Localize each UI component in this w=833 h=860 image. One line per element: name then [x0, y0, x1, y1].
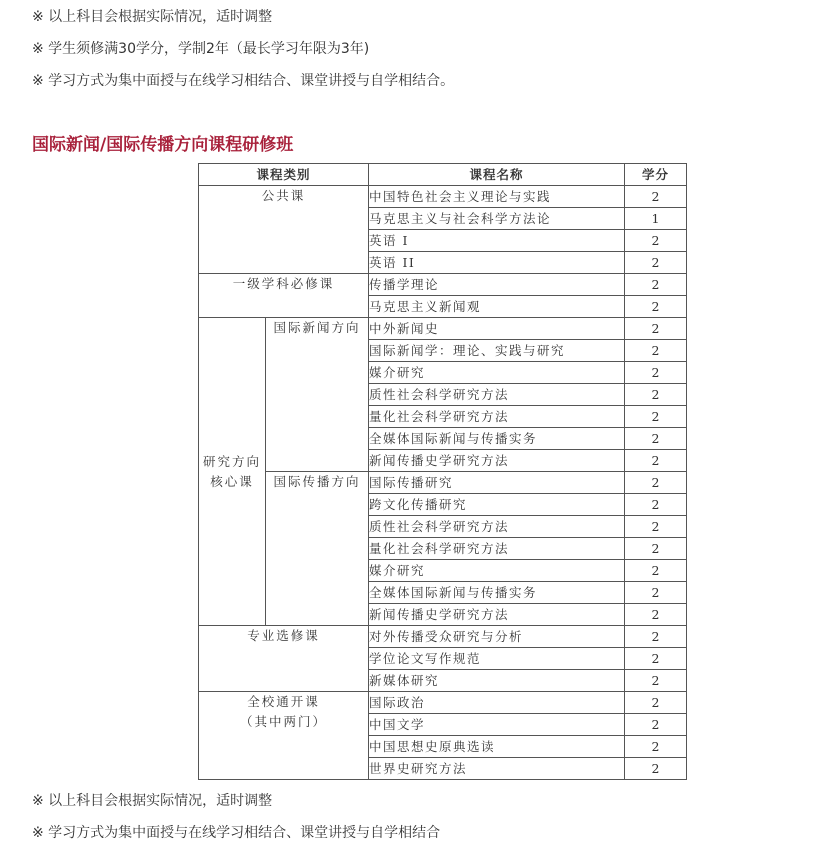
- top-note-3: ※ 学习方式为集中面授与在线学习相结合、课堂讲授与自学相结合。: [32, 73, 455, 89]
- course-name: 中国文学: [369, 714, 625, 736]
- course-credit: 2: [625, 340, 687, 362]
- course-credit: 2: [625, 428, 687, 450]
- course-credit: 2: [625, 450, 687, 472]
- table-header-row: [199, 164, 687, 186]
- course-credit: 2: [625, 274, 687, 296]
- course-table: [198, 163, 687, 780]
- course-name: 世界史研究方法: [369, 758, 625, 780]
- course-credit: 2: [625, 362, 687, 384]
- header-category: 课程类别: [199, 164, 369, 186]
- course-name: 新闻传播史学研究方法: [369, 450, 625, 472]
- table-row: [199, 318, 687, 340]
- category-core: 研究方向 核心课: [199, 318, 266, 626]
- course-name: 新闻传播史学研究方法: [369, 604, 625, 626]
- bottom-note-1: ※ 以上科目会根据实际情况，适时调整: [32, 793, 273, 809]
- course-name: 对外传播受众研究与分析: [369, 626, 625, 648]
- category-public: 公共课: [199, 186, 369, 274]
- course-name: 中外新闻史: [369, 318, 625, 340]
- course-credit: 2: [625, 736, 687, 758]
- course-credit: 2: [625, 406, 687, 428]
- course-credit: 2: [625, 384, 687, 406]
- course-credit: 1: [625, 208, 687, 230]
- course-credit: 2: [625, 714, 687, 736]
- table-row: [199, 186, 687, 208]
- course-credit: 2: [625, 318, 687, 340]
- course-credit: 2: [625, 582, 687, 604]
- course-name: 中国特色社会主义理论与实践: [369, 186, 625, 208]
- course-name: 质性社会科学研究方法: [369, 384, 625, 406]
- course-name: 中国思想史原典选读: [369, 736, 625, 758]
- course-credit: 2: [625, 230, 687, 252]
- course-name: 传播学理论: [369, 274, 625, 296]
- course-name: 英语 I: [369, 230, 625, 252]
- top-note-1: ※ 以上科目会根据实际情况，适时调整: [32, 9, 273, 25]
- subcategory-intl-news: 国际新闻方向: [266, 318, 369, 472]
- course-name: 马克思主义新闻观: [369, 296, 625, 318]
- header-course-name: 课程名称: [369, 164, 625, 186]
- course-credit: 2: [625, 186, 687, 208]
- course-credit: 2: [625, 692, 687, 714]
- course-name: 质性社会科学研究方法: [369, 516, 625, 538]
- course-credit: 2: [625, 604, 687, 626]
- course-name: 量化社会科学研究方法: [369, 406, 625, 428]
- category-first-level: 一级学科必修课: [199, 274, 369, 318]
- course-credit: 2: [625, 472, 687, 494]
- course-credit: 2: [625, 560, 687, 582]
- course-name: 媒介研究: [369, 560, 625, 582]
- course-credit: 2: [625, 516, 687, 538]
- category-general: 全校通开课 （其中两门）: [199, 692, 369, 780]
- course-name: 跨文化传播研究: [369, 494, 625, 516]
- course-credit: 2: [625, 494, 687, 516]
- course-name: 全媒体国际新闻与传播实务: [369, 428, 625, 450]
- course-name: 国际新闻学：理论、实践与研究: [369, 340, 625, 362]
- course-credit: 2: [625, 538, 687, 560]
- table-row: [199, 626, 687, 648]
- course-credit: 2: [625, 252, 687, 274]
- category-elective: 专业选修课: [199, 626, 369, 692]
- course-credit: 2: [625, 670, 687, 692]
- bottom-note-2: ※ 学习方式为集中面授与在线学习相结合、课堂讲授与自学相结合: [32, 825, 441, 841]
- course-name: 新媒体研究: [369, 670, 625, 692]
- course-name: 国际传播研究: [369, 472, 625, 494]
- course-credit: 2: [625, 648, 687, 670]
- course-credit: 2: [625, 296, 687, 318]
- top-note-2: ※ 学生须修满30学分，学制2年（最长学习年限为3年): [32, 41, 370, 57]
- table-row: [199, 692, 687, 714]
- header-credit: 学分: [625, 164, 687, 186]
- course-name: 学位论文写作规范: [369, 648, 625, 670]
- course-name: 媒介研究: [369, 362, 625, 384]
- course-name: 国际政治: [369, 692, 625, 714]
- course-name: 量化社会科学研究方法: [369, 538, 625, 560]
- course-name: 英语 II: [369, 252, 625, 274]
- course-credit: 2: [625, 758, 687, 780]
- course-credit: 2: [625, 626, 687, 648]
- course-name: 全媒体国际新闻与传播实务: [369, 582, 625, 604]
- course-name: 马克思主义与社会科学方法论: [369, 208, 625, 230]
- section-title: 国际新闻/国际传播方向课程研修班: [32, 135, 294, 155]
- table-row: [199, 274, 687, 296]
- table-row: [199, 472, 687, 494]
- subcategory-intl-comm: 国际传播方向: [266, 472, 369, 626]
